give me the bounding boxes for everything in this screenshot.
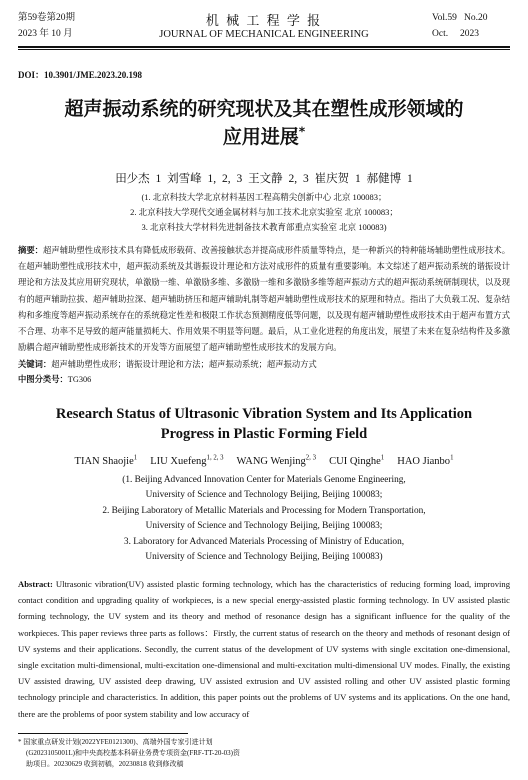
- affiliation-en-6: University of Science and Technology Beijing, Beijing 100083): [145, 552, 383, 562]
- abstract-cn-label: 摘要：: [18, 246, 44, 255]
- title-en-line1: Research Status of Ultrasonic Vibration System and Its Application: [55, 406, 473, 422]
- footnote-line3: 助项目。20230629 收到初稿，20230818 收到修改稿: [26, 760, 184, 768]
- affiliation-cn-2: 2. 北京科技大学现代交通金属材料与加工技术北京实验室 北京 100083；: [130, 207, 398, 217]
- abstract-cn-text: 超声辅助塑性成形技术具有降低成形载荷、改善接触状态并提高成形件质量等特点，是一种新兴的特种能场辅助塑性成形技术。在超声辅助塑性成形技术中，超声振动系统及其谐振设计理论和方法对成形件的质量有重要影响。本文综述了超声振动系统的谐振设计理论和方法及其应用研究现状，单激励一维、单激励多维、多激励一维和多激励多维等超声振动方式的超声振动系统研制现状，以及现有的超声辅助拉拔、超声辅助拉深、超声辅助挤压和超声辅助轧制等超声辅助塑性成形技术的原理和特点。指出了大负载工况、复杂结构和多维度等超声振动系统存在的系统稳定性差和极限工作状态预测精度低等问题，以及现有超声辅助塑性成形技术由于超声布置方式不合理、功率不足导致的超声能量损耗大、作用效果不明显等问题。最后，从工业化进程的角度出发，展望了未来在复杂结构件及多激励耦合超声辅助塑性成形新技术的开发等方面展望了超声辅助塑性成形技术的发展方向。: [18, 246, 510, 353]
- title-cn-line1: 超声振动系统的研究现状及其在塑性成形领域的: [64, 98, 464, 120]
- header-rule-thick: [18, 46, 510, 48]
- author-en-5: HAO Jianbo$^1$: [397, 454, 454, 467]
- affiliation-en-2: University of Science and Technology Beijing, Beijing 100083;: [145, 490, 383, 500]
- keywords-cn-label: 关键词：: [18, 360, 52, 369]
- abstract-en-label: Abstract:: [18, 579, 53, 589]
- header-date-en: Oct. 2023: [432, 29, 479, 39]
- footnote-line1: * 国家重点研发计划(2022YFE0121300)、高端外国专家引进计划: [18, 738, 213, 746]
- header-rule-thin: [18, 49, 510, 50]
- header-journal-en: JOURNAL OF MECHANICAL ENGINEERING: [159, 29, 369, 40]
- keywords-cn: [18, 357, 510, 373]
- authors-en: [0, 456, 528, 467]
- authors-cn: 田少杰 1 刘雪峰 1, 2, 3 王文静 2, 3 崔庆贺 1 郝健博 1: [115, 173, 413, 185]
- header-vol-en: Vol.59 No.20: [432, 13, 488, 23]
- affiliation-en-5: 3. Laboratory for Advanced Materials Processing of Ministry of Education,: [123, 537, 405, 547]
- author-en-3: WANG Wenjing$^{2, 3}$: [236, 454, 316, 467]
- header-right: [432, 12, 488, 41]
- header-date-cn: 2023 年 10 月: [18, 29, 73, 39]
- clc-label: 中图分类号：: [18, 375, 68, 384]
- author-en-4: CUI Qinghe$^1$: [329, 454, 385, 467]
- abstract-en: [18, 576, 510, 728]
- keywords-cn-text: 超声辅助塑性成形；谐振设计理论和方法；超声振动系统；超声振动方式: [51, 360, 317, 369]
- abstract-en-text: Ultrasonic vibration(UV) assisted plastic forming technology, which has the characteristics of reducing forming load, improving contact condition and upgrading quality of workpieces, is a new special energy-assisted plastic forming technology. In UV assisted plastic forming technology, the UV system and its theory and method of resonance design has a significant influence for the quality of the workpieces. This paper reviews three parts as follows：Firstly, the current status of research on the theory and methods of resonant design of UV systems and their applications. Secondly, the current status of the development of UV systems with single excitation one-dimensional, single excitation multi-dimensional, multi-excitation one-dimensional and multi-excitation multi-dimensional UV modes. Finally, the existing UV assisted drawing, UV assisted deep drawing, UV assisted extrusion and UV assisted rolling and other UV assisted plastic forming technology principle and characteristics. In addition, this paper points out the problems of UV systems and its applications. On the one hand, there are the problems of poor system stability and low accuracy of: [18, 579, 510, 719]
- title-cn-line2: [0, 122, 528, 152]
- abstract-cn: [18, 243, 510, 356]
- affiliation-en-1: (1. Beijing Advanced Innovation Center for Materials Genome Engineering,: [122, 475, 406, 485]
- title-cn-line2-text: 应用进展: [222, 126, 299, 148]
- author-en-1: TIAN Shaojie$^1$: [74, 454, 138, 467]
- clc: [18, 372, 510, 388]
- header-volume-cn: 第59卷第20期: [18, 13, 76, 23]
- affiliation-en-4: University of Science and Technology Beijing, Beijing 100083;: [145, 521, 383, 531]
- footnote-rule: [18, 733, 188, 734]
- affiliation-en-3: 2. Beijing Laboratory of Metallic Materials and Processing for Modern Transportation,: [102, 506, 426, 516]
- clc-value: TG306: [67, 375, 92, 384]
- affiliation-cn-1: (1. 北京科技大学北京材料基因工程高精尖创新中心 北京 100083；: [141, 192, 387, 202]
- title-en-line2: Progress in Plastic Forming Field: [160, 426, 368, 442]
- footnote: [18, 737, 318, 770]
- title-cn-mark: *: [298, 124, 306, 139]
- author-en-2: LIU Xuefeng$^{1, 2, 3}$: [150, 454, 224, 467]
- header-journal-cn: 机 械 工 程 学 报: [205, 13, 323, 28]
- doi: DOI：10.3901/JME.2023.20.198: [18, 70, 143, 80]
- footnote-line2: (G2023105001L)和中央高校基本科研业务费专项资金(FRF-TT-20-03)资: [26, 749, 241, 757]
- affiliation-cn-3: 3. 北京科技大学材料先进制备技术教育部重点实验室 北京 100083): [141, 222, 387, 232]
